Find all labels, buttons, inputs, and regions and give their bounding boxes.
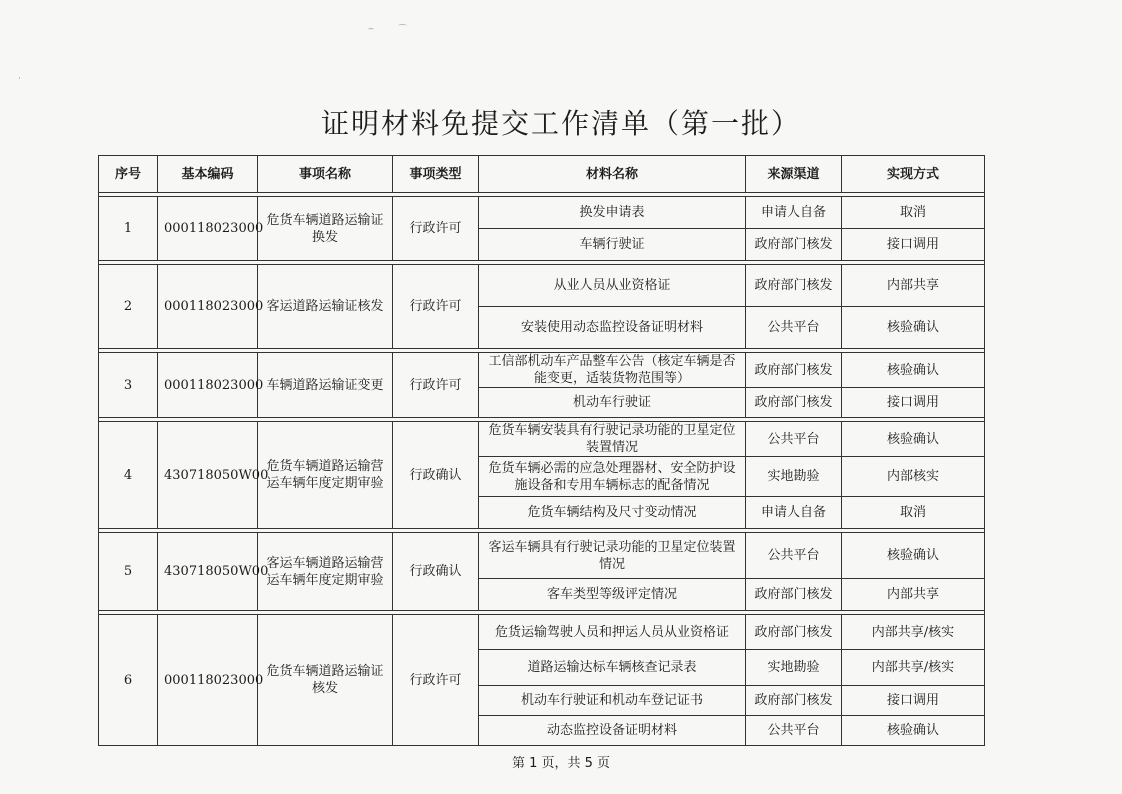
scan-speck: ‒ xyxy=(368,24,374,34)
cell-material: 换发申请表 xyxy=(479,197,746,229)
cell-item-name: 车辆道路运输证变更 xyxy=(258,353,393,418)
cell-material: 动态监控设备证明材料 xyxy=(479,716,746,746)
cell-source: 实地勘验 xyxy=(746,457,842,497)
cell-method: 取消 xyxy=(842,497,985,529)
cell-material: 车辆行驶证 xyxy=(479,229,746,261)
cell-no: 6 xyxy=(99,615,158,746)
table-row xyxy=(99,265,985,307)
header-item-type: 事项类型 xyxy=(393,156,479,193)
cell-material: 危货车辆结构及尺寸变动情况 xyxy=(479,497,746,529)
header-code: 基本编码 xyxy=(158,156,258,193)
cell-material: 机动车行驶证和机动车登记证书 xyxy=(479,686,746,716)
cell-item-type: 行政确认 xyxy=(393,422,479,529)
cell-source: 政府部门核发 xyxy=(746,229,842,261)
cell-source: 公共平台 xyxy=(746,307,842,349)
cell-no: 2 xyxy=(99,265,158,349)
certificate-list-table xyxy=(98,155,985,746)
scan-speck: ⌒ xyxy=(398,25,408,35)
cell-source: 政府部门核发 xyxy=(746,579,842,611)
page-footer: 第 1 页，共 5 页 xyxy=(511,756,611,771)
table-row xyxy=(99,197,985,229)
table-header-row xyxy=(99,156,985,193)
table-row xyxy=(99,422,985,457)
cell-code: 000118023000 xyxy=(158,197,258,261)
header-item-name: 事项名称 xyxy=(258,156,393,193)
cell-method: 内部共享/核实 xyxy=(842,615,985,650)
cell-method: 接口调用 xyxy=(842,388,985,418)
cell-item-name: 危货车辆道路运输证换发 xyxy=(258,197,393,261)
cell-source: 公共平台 xyxy=(746,533,842,579)
header-no: 序号 xyxy=(99,156,158,193)
cell-source: 政府部门核发 xyxy=(746,353,842,388)
cell-method: 接口调用 xyxy=(842,229,985,261)
cell-source: 政府部门核发 xyxy=(746,686,842,716)
cell-source: 公共平台 xyxy=(746,716,842,746)
cell-source: 政府部门核发 xyxy=(746,388,842,418)
cell-method: 核验确认 xyxy=(842,716,985,746)
scan-speck: · xyxy=(18,74,21,84)
cell-method: 内部共享 xyxy=(842,265,985,307)
table-row xyxy=(99,615,985,650)
cell-source: 申请人自备 xyxy=(746,197,842,229)
cell-method: 内部共享 xyxy=(842,579,985,611)
header-method: 实现方式 xyxy=(842,156,985,193)
cell-material: 机动车行驶证 xyxy=(479,388,746,418)
page-title: 证明材料免提交工作清单（第一批） xyxy=(320,107,801,140)
cell-item-name: 客运车辆道路运输营运车辆年度定期审验 xyxy=(258,533,393,611)
cell-no: 5 xyxy=(99,533,158,611)
cell-item-type: 行政许可 xyxy=(393,615,479,746)
cell-item-name: 危货车辆道路运输证核发 xyxy=(258,615,393,746)
header-material: 材料名称 xyxy=(479,156,746,193)
cell-method: 内部共享/核实 xyxy=(842,650,985,686)
cell-method: 取消 xyxy=(842,197,985,229)
cell-item-type: 行政确认 xyxy=(393,533,479,611)
cell-material: 工信部机动车产品整车公告（核定车辆是否能变更，适装货物范围等） xyxy=(479,353,746,388)
cell-material: 客车类型等级评定情况 xyxy=(479,579,746,611)
cell-source: 政府部门核发 xyxy=(746,615,842,650)
cell-method: 核验确认 xyxy=(842,533,985,579)
cell-material: 危货车辆必需的应急处理器材、安全防护设施设备和专用车辆标志的配备情况 xyxy=(479,457,746,497)
cell-method: 核验确认 xyxy=(842,353,985,388)
cell-item-type: 行政许可 xyxy=(393,265,479,349)
cell-source: 政府部门核发 xyxy=(746,265,842,307)
cell-source: 公共平台 xyxy=(746,422,842,457)
cell-no: 3 xyxy=(99,353,158,418)
header-source: 来源渠道 xyxy=(746,156,842,193)
table-row xyxy=(99,533,985,579)
cell-material: 危货运输驾驶人员和押运人员从业资格证 xyxy=(479,615,746,650)
cell-method: 接口调用 xyxy=(842,686,985,716)
cell-code: 000118023000 xyxy=(158,615,258,746)
cell-source: 实地勘验 xyxy=(746,650,842,686)
cell-material: 从业人员从业资格证 xyxy=(479,265,746,307)
cell-item-type: 行政许可 xyxy=(393,353,479,418)
cell-material: 安装使用动态监控设备证明材料 xyxy=(479,307,746,349)
cell-item-type: 行政许可 xyxy=(393,197,479,261)
cell-source: 申请人自备 xyxy=(746,497,842,529)
cell-code: 430718050W00 xyxy=(158,533,258,611)
cell-code: 000118023000 xyxy=(158,353,258,418)
cell-no: 1 xyxy=(99,197,158,261)
cell-no: 4 xyxy=(99,422,158,529)
cell-item-name: 客运道路运输证核发 xyxy=(258,265,393,349)
cell-code: 000118023000 xyxy=(158,265,258,349)
cell-material: 客运车辆具有行驶记录功能的卫星定位装置情况 xyxy=(479,533,746,579)
cell-material: 道路运输达标车辆核查记录表 xyxy=(479,650,746,686)
cell-code: 430718050W00 xyxy=(158,422,258,529)
table-row xyxy=(99,353,985,388)
cell-method: 核验确认 xyxy=(842,307,985,349)
cell-item-name: 危货车辆道路运输营运车辆年度定期审验 xyxy=(258,422,393,529)
cell-method: 核验确认 xyxy=(842,422,985,457)
cell-material: 危货车辆安装具有行驶记录功能的卫星定位装置情况 xyxy=(479,422,746,457)
cell-method: 内部核实 xyxy=(842,457,985,497)
